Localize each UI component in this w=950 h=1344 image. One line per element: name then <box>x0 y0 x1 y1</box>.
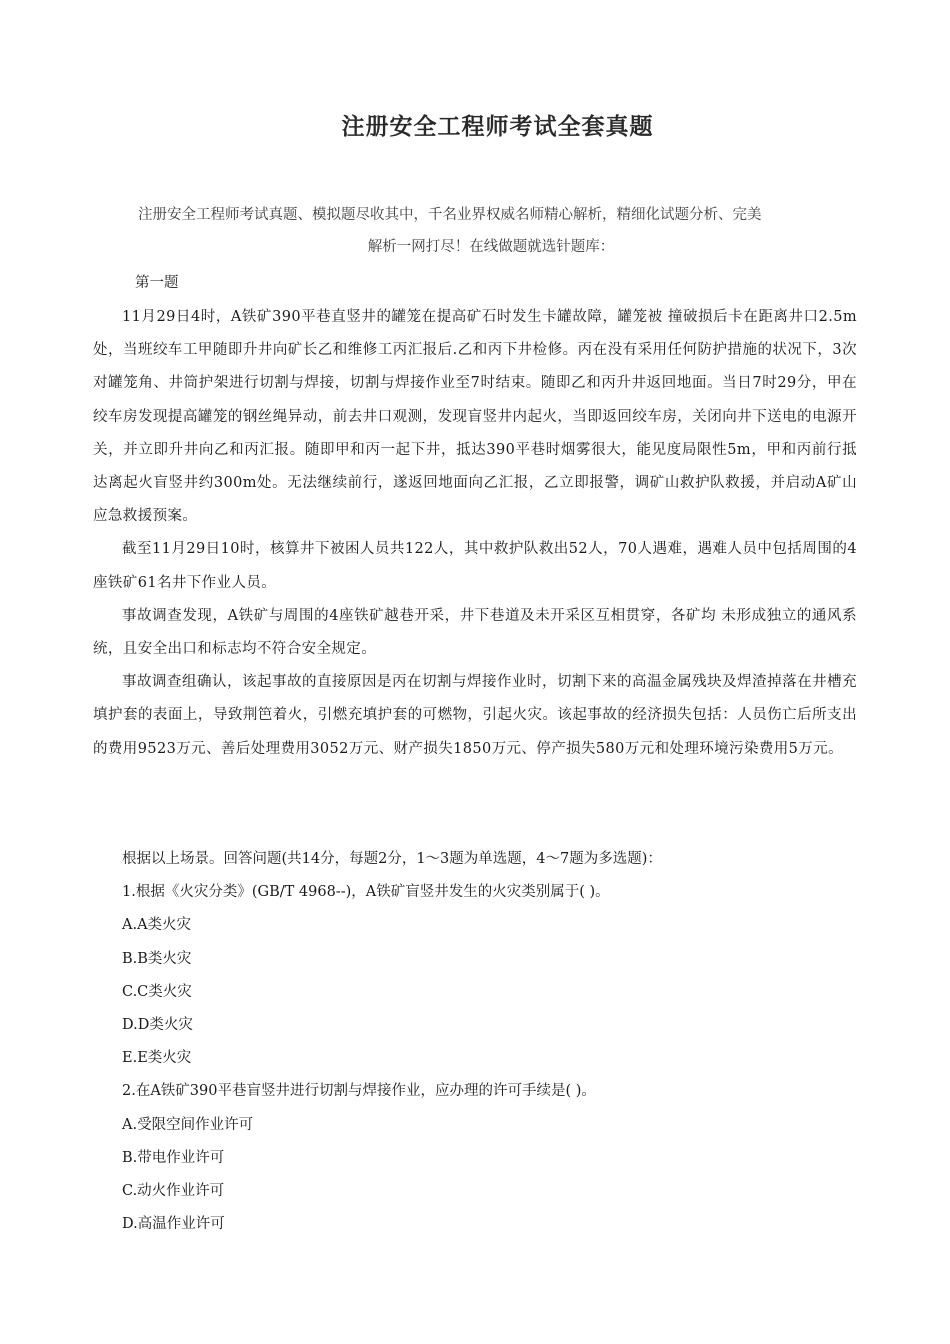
question-option: A.A类火灾 <box>122 917 192 934</box>
question-option: C.C类火灾 <box>122 983 192 1000</box>
question-1: 1.根据《火灾分类》(GB/T 4968--)，A铁矿盲竖井发生的火灾类别属于( )。 <box>122 884 610 901</box>
scenario-paragraph: 11月29日4时，A铁矿390平巷直竖井的罐笼在提高矿石时发生卡罐故障，罐笼被 撞破损后卡在距离井口2.5m处，当班绞车工甲随即升井向矿长乙和维修工丙汇报后.乙和丙下井检修。丙在没有采用任何防护措施的状况下，3次对罐笼角、井筒护架进行切割与焊接，切割与焊接作业至7时结束。随即乙和丙升井返回地面。当日7时29分，甲在绞车房发现提高罐笼的钢丝绳异动，前去井口观测，发现盲竖井内起火，当即返回绞车房，关闭向井下送电的电源开关，并立即升井向乙和丙汇报。随即甲和丙一起下井，抵达390平巷时烟雾很大，能见度局限性5m，甲和丙前行抵达离起火盲竖井约300m处。无法继续前行，遂返回地面向乙汇报，乙立即报警，调矿山救护队救援，并启动A矿山应急救援预案。 <box>93 309 857 525</box>
section-label: 第一题 <box>135 275 179 291</box>
intro-line: 解析一网打尽！在线做题就选针题库： <box>367 239 615 255</box>
question-option: D.D类火灾 <box>122 1017 193 1034</box>
question-list <box>122 843 862 1241</box>
question-option: C.动火作业许可 <box>122 1183 225 1200</box>
intro-text <box>96 199 866 263</box>
question-option: B.B类火灾 <box>122 950 192 967</box>
scenario-body <box>93 301 857 766</box>
intro-line: 注册安全工程师考试真题、模拟题尽收其中，千名业界权威名师精心解析，精细化试题分析、完美 <box>138 207 762 223</box>
question-2: 2.在A铁矿390平巷盲竖井进行切割与焊接作业，应办理的许可手续是( )。 <box>122 1083 596 1100</box>
scenario-paragraph: 事故调查发现，A铁矿与周围的4座铁矿越巷开采，井下巷道及未开采区互相贯穿，各矿均 未形成独立的通风系统，且安全出口和标志均不符合安全规定。 <box>93 607 857 658</box>
question-instructions: 根据以上场景。回答问题(共14分，每题2分，1～3题为单选题，4～7题为多选题)： <box>122 851 662 867</box>
question-option: D.高温作业许可 <box>122 1216 225 1233</box>
scenario-paragraph: 事故调查组确认，该起事故的直接原因是丙在切割与焊接作业时，切割下来的高温金属残块及焊渣掉落在井槽充填护套的表面上，导致荆笆着火，引燃充填护套的可燃物，引起火灾。该起事故的经济损失包括：人员伤亡后所支出的费用9523万元、善后处理费用3052万元、财产损失1850万元、停产损失580万元和处理环境污染费用5万元。 <box>93 674 857 757</box>
question-option: B.带电作业许可 <box>122 1149 225 1166</box>
question-option: E.E类火灾 <box>122 1050 192 1067</box>
question-option: A.受限空间作业许可 <box>122 1116 254 1133</box>
scenario-paragraph: 截至11月29日10时，核算井下被困人员共122人，其中救护队救出52人，70人遇难，遇难人员中包括周围的4座铁矿61名井下作业人员。 <box>93 541 857 591</box>
document-title: 注册安全工程师考试全套真题 <box>341 114 654 140</box>
